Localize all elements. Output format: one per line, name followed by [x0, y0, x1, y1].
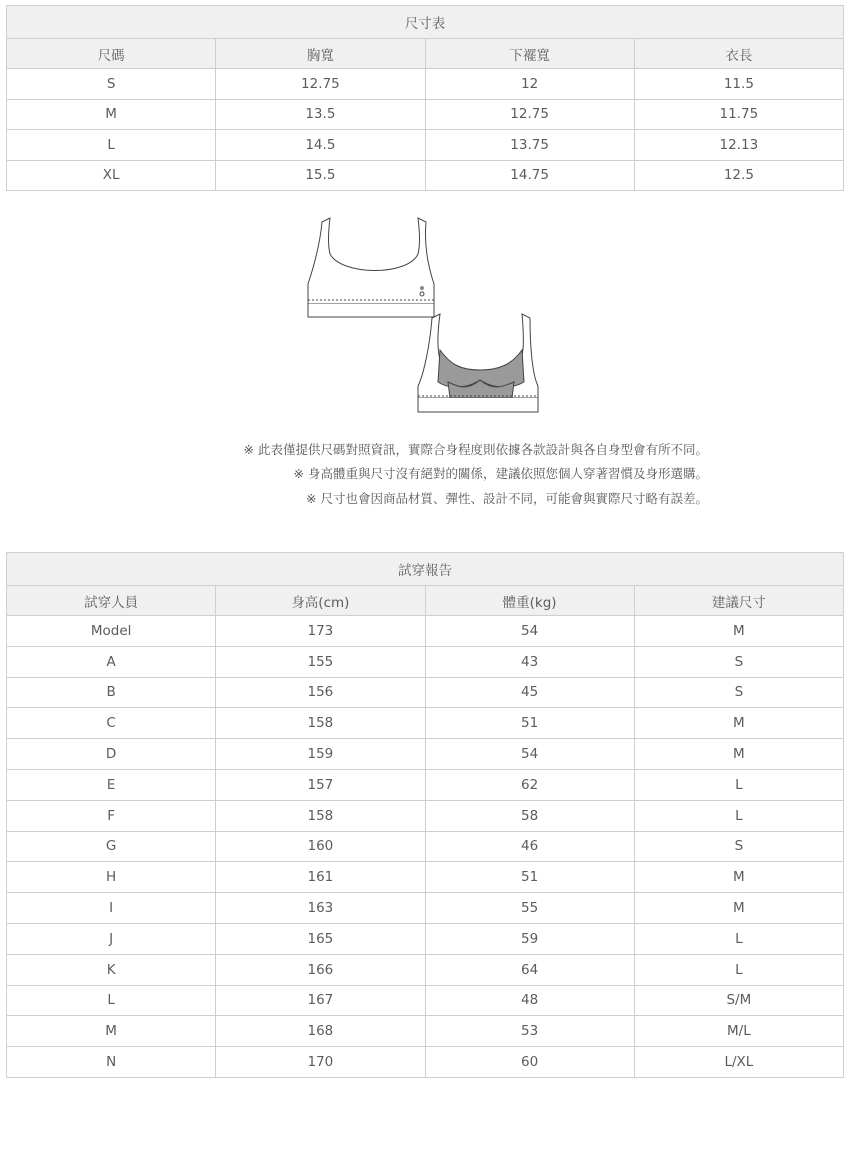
table-cell: L	[634, 954, 843, 985]
table-cell: 13.5	[216, 99, 425, 130]
table-cell: A	[7, 646, 216, 677]
table-cell: M	[634, 893, 843, 924]
table-cell: N	[7, 1047, 216, 1078]
table-cell: 51	[425, 862, 634, 893]
table-cell: G	[7, 831, 216, 862]
table-cell: M	[634, 739, 843, 770]
table-cell: 64	[425, 954, 634, 985]
table-cell: 160	[216, 831, 425, 862]
table-cell: S	[634, 831, 843, 862]
note-line: ※ 尺寸也會因商品材質、彈性、設計不同，可能會與實際尺寸略有誤差。	[306, 491, 708, 506]
table-cell: 11.5	[634, 69, 843, 100]
column-header-length: 衣長	[634, 39, 843, 69]
table-cell: 156	[216, 677, 425, 708]
table-cell: 43	[425, 646, 634, 677]
table-cell: 11.75	[634, 99, 843, 130]
column-header-tester: 試穿人員	[7, 586, 216, 616]
table-cell: 163	[216, 893, 425, 924]
table-cell: M	[634, 616, 843, 647]
table-cell: 155	[216, 646, 425, 677]
table-cell: L	[7, 130, 216, 161]
table-row	[7, 923, 844, 954]
fit-report-title: 試穿報告	[7, 553, 844, 586]
table-row	[7, 1016, 844, 1047]
table-row	[7, 677, 844, 708]
table-row	[7, 893, 844, 924]
table-cell: 159	[216, 739, 425, 770]
table-cell: 62	[425, 769, 634, 800]
table-row	[7, 708, 844, 739]
table-cell: L	[7, 985, 216, 1016]
table-cell: 60	[425, 1047, 634, 1078]
table-cell: S	[7, 69, 216, 100]
table-row	[7, 769, 844, 800]
table-cell: 165	[216, 923, 425, 954]
table-row	[7, 985, 844, 1016]
column-header-height: 身高(cm)	[216, 586, 425, 616]
table-cell: L	[634, 769, 843, 800]
table-cell: 14.75	[425, 160, 634, 191]
table-cell: L	[634, 923, 843, 954]
column-header-size: 尺碼	[7, 39, 216, 69]
table-cell: 14.5	[216, 130, 425, 161]
table-cell: 55	[425, 893, 634, 924]
table-row	[7, 646, 844, 677]
table-cell: 59	[425, 923, 634, 954]
table-cell: 158	[216, 800, 425, 831]
table-row	[7, 1047, 844, 1078]
table-cell: 12.5	[634, 160, 843, 191]
table-cell: 167	[216, 985, 425, 1016]
table-cell: 48	[425, 985, 634, 1016]
fit-report-table	[6, 552, 844, 1078]
size-chart-title: 尺寸表	[7, 6, 844, 39]
table-cell: 170	[216, 1047, 425, 1078]
table-cell: S	[634, 646, 843, 677]
table-cell: K	[7, 954, 216, 985]
table-cell: 53	[425, 1016, 634, 1047]
table-cell: 168	[216, 1016, 425, 1047]
table-cell: Model	[7, 616, 216, 647]
table-cell: 54	[425, 616, 634, 647]
table-row	[7, 69, 844, 100]
table-cell: M/L	[634, 1016, 843, 1047]
table-cell: 166	[216, 954, 425, 985]
table-cell: S/M	[634, 985, 843, 1016]
table-cell: 157	[216, 769, 425, 800]
table-cell: 161	[216, 862, 425, 893]
table-row	[7, 831, 844, 862]
table-cell: 15.5	[216, 160, 425, 191]
table-cell: M	[7, 1016, 216, 1047]
table-cell: F	[7, 800, 216, 831]
table-cell: 173	[216, 616, 425, 647]
table-row	[7, 739, 844, 770]
table-cell: 12.75	[216, 69, 425, 100]
table-cell: XL	[7, 160, 216, 191]
note-line: ※ 身高體重與尺寸沒有絕對的關係，建議依照您個人穿著習慣及身形選購。	[293, 466, 708, 481]
table-cell: 51	[425, 708, 634, 739]
table-cell: I	[7, 893, 216, 924]
table-row	[7, 160, 844, 191]
table-row	[7, 130, 844, 161]
table-row	[7, 862, 844, 893]
size-chart-table	[6, 5, 844, 191]
table-cell: 58	[425, 800, 634, 831]
table-row	[7, 800, 844, 831]
table-cell: 12.75	[425, 99, 634, 130]
table-cell: M	[634, 862, 843, 893]
table-cell: 46	[425, 831, 634, 862]
table-cell: J	[7, 923, 216, 954]
sports-bra-illustration	[300, 214, 550, 414]
column-header-hem-width: 下襬寬	[425, 39, 634, 69]
table-cell: 158	[216, 708, 425, 739]
table-cell: 12	[425, 69, 634, 100]
table-cell: B	[7, 677, 216, 708]
column-header-weight: 體重(kg)	[425, 586, 634, 616]
column-header-chest-width: 胸寬	[216, 39, 425, 69]
table-cell: L/XL	[634, 1047, 843, 1078]
table-cell: D	[7, 739, 216, 770]
table-cell: 12.13	[634, 130, 843, 161]
table-cell: 45	[425, 677, 634, 708]
table-cell: H	[7, 862, 216, 893]
table-row	[7, 99, 844, 130]
table-cell: 13.75	[425, 130, 634, 161]
table-cell: E	[7, 769, 216, 800]
table-cell: 54	[425, 739, 634, 770]
table-cell: S	[634, 677, 843, 708]
table-cell: C	[7, 708, 216, 739]
column-header-suggested-size: 建議尺寸	[634, 586, 843, 616]
table-row	[7, 954, 844, 985]
table-cell: M	[7, 99, 216, 130]
table-cell: L	[634, 800, 843, 831]
note-line: ※ 此表僅提供尺碼對照資訊，實際合身程度則依據各款設計與各自身型會有所不同。	[243, 442, 708, 457]
table-row	[7, 616, 844, 647]
table-cell: M	[634, 708, 843, 739]
